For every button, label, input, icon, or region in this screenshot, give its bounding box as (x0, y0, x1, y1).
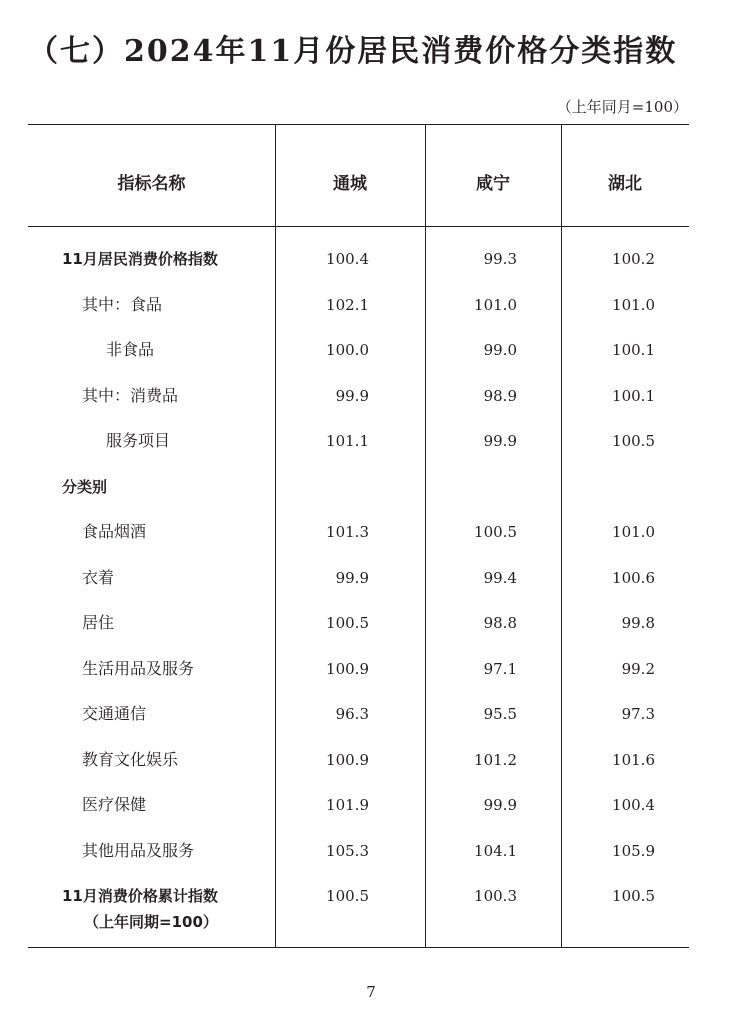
row-value: 100.5 (326, 887, 369, 905)
row-value: 99.4 (483, 568, 517, 587)
table-row (28, 293, 689, 317)
header-indicator-name: 指标名称 (117, 174, 186, 194)
row-label: 医疗保健 (82, 795, 147, 814)
table-row (28, 247, 689, 271)
table-row (28, 702, 689, 726)
table-row (28, 338, 689, 362)
row-value: 100.4 (612, 796, 655, 814)
row-value: 101.0 (612, 523, 655, 541)
table-row (28, 657, 689, 681)
row-value: 99.0 (483, 341, 517, 359)
row-label: 衣着 (82, 567, 115, 587)
row-value: 100.9 (326, 750, 369, 769)
unit-note: （上年同月=100） (556, 98, 688, 116)
table-row (28, 884, 689, 931)
row-label: 其中：消费品 (82, 385, 179, 405)
table-row (28, 611, 689, 635)
cumulative-note: （上年同期=100） (84, 913, 218, 931)
row-value: 100.6 (612, 568, 655, 587)
header-xianning: 咸宁 (476, 174, 510, 194)
page-title: （七）2024年11月份居民消费价格分类指数 (28, 34, 678, 69)
header-tongcheng: 通城 (333, 174, 367, 194)
row-value: 100.4 (326, 250, 369, 268)
row-value: 105.9 (612, 841, 655, 860)
row-value: 100.5 (612, 432, 655, 450)
header-divider (28, 226, 689, 227)
page-number: 7 (366, 983, 376, 1001)
row-value: 100.5 (326, 614, 369, 632)
row-value: 99.8 (621, 614, 655, 632)
row-label: 生活用品及服务 (82, 658, 195, 678)
row-value: 95.5 (483, 705, 517, 723)
row-value: 101.2 (474, 750, 517, 769)
row-value: 100.0 (326, 341, 369, 359)
row-value: 102.1 (326, 295, 369, 314)
row-label: 交通通信 (82, 704, 147, 723)
table-row (28, 793, 689, 817)
row-value: 101.0 (612, 295, 655, 314)
table-row (28, 520, 689, 544)
table-row (28, 475, 689, 499)
row-label: 非食品 (106, 340, 155, 359)
row-label: 教育文化娱乐 (82, 749, 179, 769)
row-value: 100.2 (612, 250, 655, 268)
row-value: 99.3 (483, 250, 517, 268)
row-label: 11月消费价格累计指数 (62, 887, 218, 905)
row-label: 其中：食品 (82, 294, 163, 314)
table-row (28, 839, 689, 863)
row-value: 100.9 (326, 659, 369, 678)
row-label: 服务项目 (106, 431, 171, 450)
table-row (28, 384, 689, 408)
header-hubei: 湖北 (608, 174, 642, 194)
row-value: 99.2 (621, 659, 655, 678)
row-value: 100.1 (612, 386, 655, 405)
row-value: 98.9 (483, 386, 517, 405)
row-label: 居住 (82, 613, 115, 632)
row-value: 99.9 (335, 386, 369, 405)
row-value: 97.3 (621, 705, 655, 723)
row-label: 11月居民消费价格指数 (62, 250, 218, 268)
row-value: 101.0 (474, 295, 517, 314)
row-label: 其他用品及服务 (82, 840, 195, 860)
row-value: 104.1 (474, 841, 517, 860)
row-value: 105.3 (326, 841, 369, 860)
row-value: 99.9 (483, 796, 517, 814)
row-value: 100.5 (474, 523, 517, 541)
table-row (28, 748, 689, 772)
row-value: 97.1 (483, 659, 517, 678)
row-value: 99.9 (483, 432, 517, 450)
row-value: 101.6 (612, 750, 655, 769)
row-value: 101.3 (326, 523, 369, 541)
row-value: 100.1 (612, 341, 655, 359)
row-value: 100.3 (474, 887, 517, 905)
row-value: 101.9 (326, 796, 369, 814)
row-label: 食品烟酒 (82, 522, 147, 541)
table-row (28, 566, 689, 590)
row-value: 100.5 (612, 887, 655, 905)
row-value: 98.8 (483, 614, 517, 632)
row-value: 96.3 (335, 705, 369, 723)
row-value: 99.9 (335, 568, 369, 587)
row-value: 101.1 (326, 432, 369, 450)
row-label: 分类别 (62, 477, 108, 496)
price-index-table (28, 124, 689, 948)
table-row (28, 429, 689, 453)
